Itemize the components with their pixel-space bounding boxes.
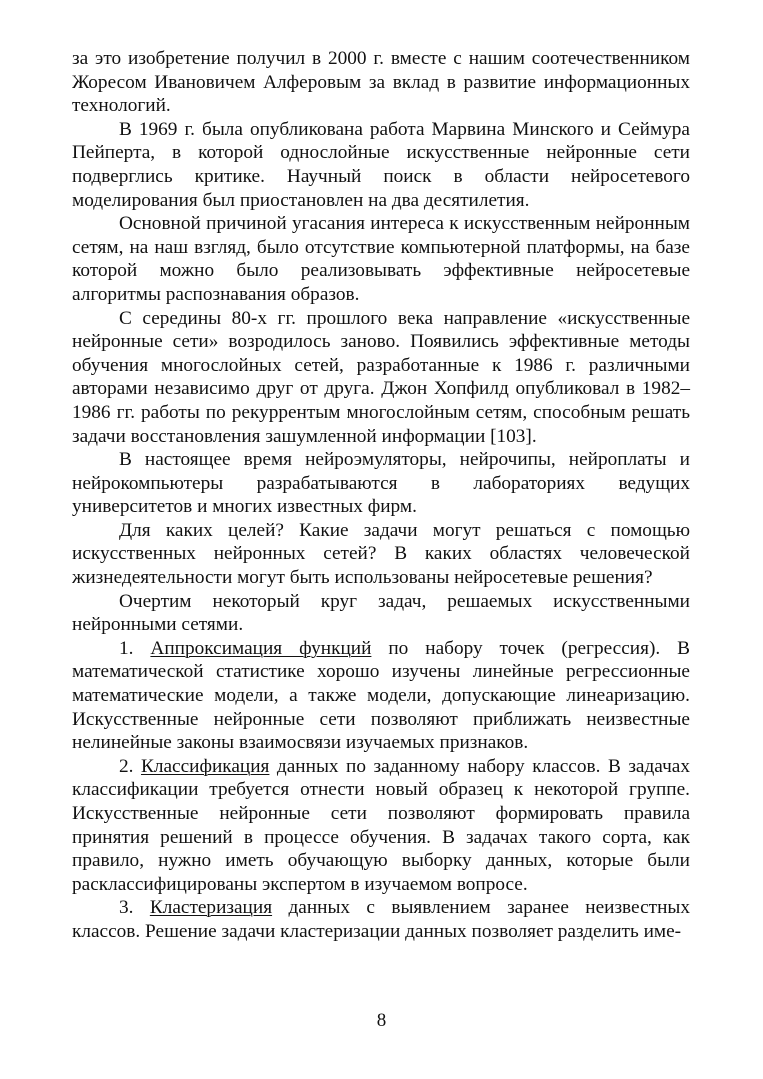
list-item-term: Классификация	[140, 755, 270, 777]
list-item-text: данных с выявлением заранее неизвестных классов. Решение задачи кластеризации данных позволяет разделить име-	[72, 897, 690, 942]
page-number: 8	[376, 1010, 387, 1031]
paragraph: Основной причиной угасания интереса к искусственным нейронным сетям, на наш взгляд, было отсутствие компьютерной платформы, на базе которой можно было реализовывать эффективные нейросетевые алгоритмы распознавания образов.	[72, 213, 690, 305]
paragraph: С середины 80-х гг. прошлого века направление «искусственные нейронные сети» возродилось заново. Появились эффективные методы обучения многослойных сетей, разработанные к 1986 г. различными авторами независимо друг от друга. Джон Хопфилд опубликовал в 1982–1986 гг. работы по рекуррентым многослойным сетям, способным решать задачи восстановления зашумленной информации [103].	[72, 307, 690, 447]
list-item-approximation	[72, 637, 690, 755]
list-item-text: по набору точек (регрессия). В математической статистике хорошо изучены линейные регрессионные математические модели, а также модели, допускающие линеаризацию. Искусственные нейронные сети позволяют приближать неизвестные нелинейные законы взаимосвязи изучаемых признаков.	[72, 637, 690, 754]
paragraph: В 1969 г. была опубликована работа Марвина Минского и Сеймура Пейперта, в которой однослойные искусственные нейронные сети подверглись критике. Научный поиск в области нейросетевого моделирования был приостановлен на два десятилетия.	[72, 118, 690, 211]
paragraph: за это изобретение получил в 2000 г. вместе с нашим соотечественником Жоресом Ивановичем Алферовым за вклад в развитие информационных технологий.	[72, 48, 690, 117]
list-item-number: 1.	[119, 637, 134, 659]
list-item-number: 2.	[119, 755, 134, 777]
list-item-number: 3.	[119, 897, 134, 919]
paragraph: В настоящее время нейроэмуляторы, нейрочипы, нейроплаты и нейрокомпьютеры разрабатываются в лабораториях ведущих университетов и многих известных фирм.	[72, 449, 690, 518]
list-item-text: данных по заданному набору классов. В задачах классификации требуется отнести новый образец к некоторой группе. Искусственные нейронные сети позволяют формировать правила принятия решений в процессе обучения. В задачах такого сорта, как правило, нужно иметь обучающую выборку данных, которые были расклассифицированы экспертом в изучаемом вопросе.	[72, 755, 690, 895]
paragraph: Для каких целей? Какие задачи могут решаться с помощью искусственных нейронных сетей? В каких областях человеческой жизнедеятельности могут быть использованы нейросетевые решения?	[72, 519, 690, 589]
list-item-term: Кластеризация	[149, 897, 273, 919]
list-item-classification	[72, 755, 690, 897]
list-item-clustering	[72, 896, 690, 943]
page-body	[72, 47, 690, 944]
paragraph: Очертим некоторый круг задач, решаемых искусственными нейронными сетями.	[72, 590, 690, 636]
list-item-term: Аппроксимация функций	[150, 637, 372, 659]
